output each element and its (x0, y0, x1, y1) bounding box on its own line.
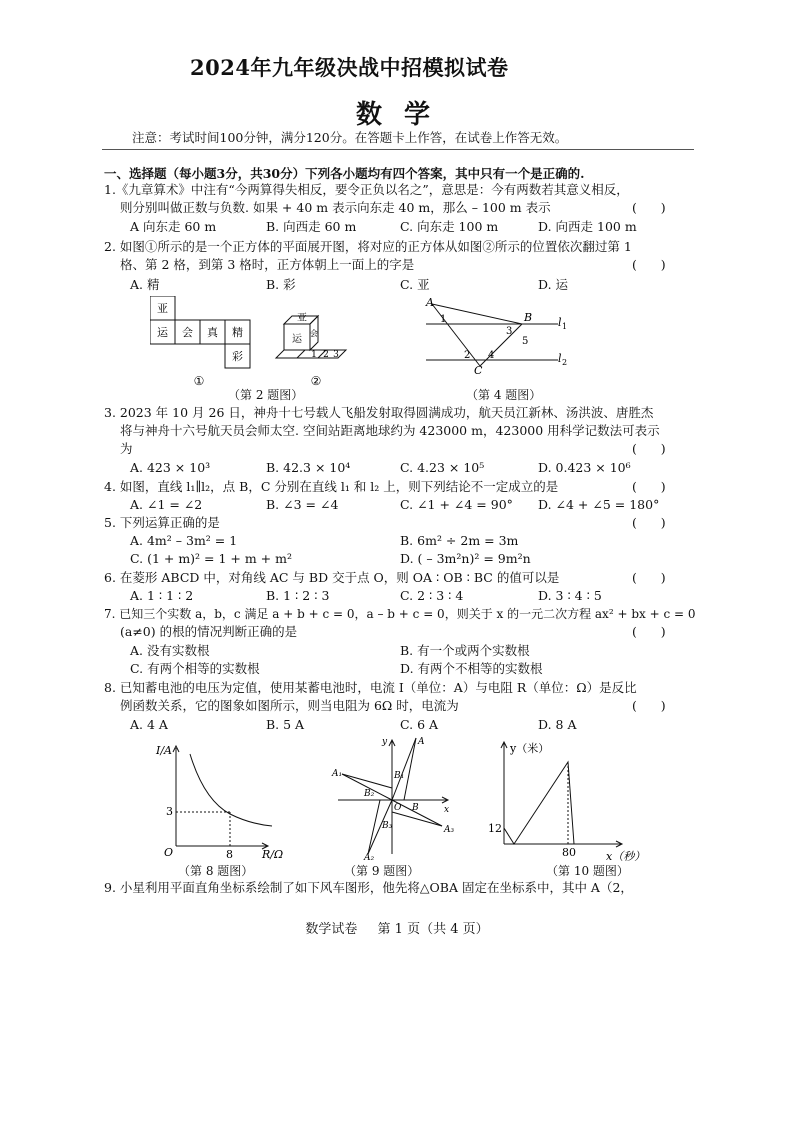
q1-line1: 1.《九章算术》中注有“今两算得失相反，要令正负以名之”，意思是：今有两数若其意义相反， (104, 182, 629, 197)
q3-option-a: A. 423 × 10³ (130, 460, 211, 475)
q9-a1b1 (342, 774, 392, 788)
net-char-3: 会 (182, 326, 193, 339)
q9-ab (404, 738, 416, 800)
exam-notice: 注意：考试时间100分钟，满分120分。在答题卡上作答，在试卷上作答无效。 (132, 130, 568, 145)
q8-curve (190, 754, 272, 826)
q8-line2: 例函数关系，它的图象如图所示，则当电阻为 6Ω 时，电流为 (120, 698, 459, 713)
q1-option-c: C. 向东走 100 m (400, 219, 499, 234)
windmill-figure (330, 734, 460, 860)
q10-figure-caption: （第 10 题图） (546, 864, 629, 878)
q9-label-b2: B₂ (364, 789, 375, 799)
cube-face-side: 会 (310, 329, 318, 338)
page-footer (0, 918, 794, 937)
q3-line3: 为 (120, 441, 133, 456)
q10-x-tick: 80 (562, 846, 576, 859)
q8-option-a: A. 4 A (130, 717, 168, 732)
q10-graph (484, 738, 654, 862)
q9-label-b1: B₁ (394, 771, 405, 781)
q9-a2b2 (368, 800, 380, 854)
section-heading: 一、选择题（每小题3分，共30分）下列各小题均有四个答案，其中只有一个是正确的. (104, 166, 585, 181)
q6-option-a: A. 1 ∶ 1 ∶ 2 (130, 588, 194, 603)
q10-x-label: x（秒） (606, 850, 646, 862)
q8-y-label: I/A (156, 744, 172, 757)
q8-option-c: C. 6 A (400, 717, 439, 732)
q3-line2: 将与神舟十六号航天员会师太空. 空间站距离地球约为 423000 m，423000 用科学记数法可表示 (120, 423, 660, 438)
q1-option-a: A 向东走 60 m (130, 219, 217, 234)
net-char-2: 运 (157, 326, 168, 339)
q4-line1: 4. 如图，直线 l₁∥l₂，点 B，C 分别在直线 l₁ 和 l₂ 上，则下列结论不一定成立的是 (104, 479, 559, 494)
q1-answer-paren: ( ) (632, 200, 666, 215)
label-l2: l (558, 352, 562, 365)
q6-answer-paren: ( ) (632, 570, 666, 585)
footer-subject: 数学试卷 (305, 922, 358, 937)
q10-y-tick: 12 (488, 822, 502, 835)
q9-label-a1: A₁ (332, 769, 343, 779)
q5-option-c: C. (1 + m)² = 1 + m + m² (130, 551, 292, 566)
q3-answer-paren: ( ) (632, 441, 666, 456)
q5-line1: 5. 下列运算正确的是 (104, 515, 220, 530)
exam-title: 2024年九年级决战中招模拟试卷 (190, 55, 509, 80)
q7-line1: 7. 已知三个实数 a，b，c 满足 a + b + c = 0，a – b + c = 0，则关于 x 的一元二次方程 ax² + bx + c = 0 (104, 607, 696, 621)
fig1-label: ① (193, 374, 205, 388)
q9-origin: O (394, 803, 402, 813)
q8-y-tick: 3 (166, 805, 173, 818)
q6-option-b: B. 1 ∶ 2 ∶ 3 (266, 588, 330, 603)
q7-answer-paren: ( ) (632, 624, 666, 639)
q10-y-label: y（米） (510, 742, 550, 755)
q8-option-d: D. 8 A (538, 717, 577, 732)
label-c: C (474, 364, 483, 376)
q7-line2: (a≠0) 的根的情况判断正确的是 (120, 624, 298, 639)
q3-option-c: C. 4.23 × 10⁵ (400, 460, 485, 475)
q6-line1: 6. 在菱形 ABCD 中，对角线 AC 与 BD 交于点 O，则 OA ∶ OB ∶ BC 的值可以是 (104, 570, 560, 585)
fig2-label: ② (310, 374, 322, 388)
angle-3: 3 (506, 326, 513, 337)
grid-num-3: 3 (333, 350, 339, 360)
q9-label-b3: B₃ (382, 821, 393, 831)
q8-line1: 8. 已知蓄电池的电压为定值，使用某蓄电池时，电流 I（单位：A）与电阻 R（单位：Ω）是反比 (104, 680, 637, 695)
q2-option-d: D. 运 (538, 277, 569, 292)
q9-label-a2: A₂ (364, 853, 375, 860)
q3-line1: 3. 2023 年 10 月 26 日，神舟十七号载人飞船发射取得圆满成功，航天员江新林、汤洪波、唐胜杰 (104, 405, 654, 420)
q4-option-d: D. ∠4 + ∠5 = 180° (538, 497, 660, 512)
q1-option-b: B. 向西走 60 m (266, 219, 357, 234)
q2-option-b: B. 彩 (266, 277, 296, 292)
label-l2-sub: 2 (562, 358, 568, 367)
cube-face-front: 运 (292, 334, 302, 345)
q2-line1: 2. 如图①所示的是一个正方体的平面展开图，将对应的正方体从如图②所示的位置依次翻过第 1 (104, 239, 632, 254)
q6-option-c: C. 2 ∶ 3 ∶ 4 (400, 588, 464, 603)
grid-num-1: 1 (311, 350, 317, 360)
q4-figure-caption: （第 4 题图） (466, 388, 542, 402)
q3-option-d: D. 0.423 × 10⁶ (538, 460, 631, 475)
net-char-4: 真 (207, 326, 218, 339)
label-a: A (426, 296, 434, 309)
q9-label-a3: A₃ (444, 825, 455, 835)
q8-answer-paren: ( ) (632, 698, 666, 713)
q5-answer-paren: ( ) (632, 515, 666, 530)
q4-answer-paren: ( ) (632, 479, 666, 494)
q4-option-b: B. ∠3 = ∠4 (266, 497, 339, 512)
angle-5: 5 (522, 336, 529, 347)
label-l1-sub: 1 (562, 322, 568, 331)
q9-line1: 9. 小星利用平面直角坐标系绘制了如下风车图形，他先将△OBA 固定在坐标系中，其中 A（2， (104, 880, 633, 895)
net-char-1: 亚 (157, 302, 168, 315)
q5-option-d: D. ( – 3m²n)² = 9m²n (400, 551, 531, 566)
net-char-6: 彩 (232, 350, 243, 363)
q2-figure-caption: （第 2 题图） (228, 388, 304, 402)
q9-oa (392, 738, 416, 800)
q9-label-b: B (412, 803, 419, 813)
q7-option-d: D. 有两个不相等的实数根 (400, 661, 543, 676)
q7-option-b: B. 有一个或两个实数根 (400, 643, 530, 658)
q10-path (504, 762, 574, 844)
cube-face-top: 亚 (297, 313, 307, 324)
q9-label-a: A (418, 737, 425, 747)
angle-2: 2 (464, 350, 471, 361)
q8-figure-caption: （第 8 题图） (178, 864, 254, 878)
q9-figure-caption: （第 9 题图） (344, 864, 420, 878)
angle-4: 4 (488, 350, 495, 361)
q8-option-b: B. 5 A (266, 717, 305, 732)
q5-option-a: A. 4m² – 3m² = 1 (130, 533, 238, 548)
grid-num-2: 2 (323, 350, 329, 360)
q9-x-label: x (444, 805, 450, 815)
net-char-5: 精 (232, 326, 243, 339)
label-l1: l (558, 316, 562, 329)
footer-page-number: 第 1 页（共 4 页） (377, 922, 489, 937)
q8-graph (150, 740, 300, 860)
q9-y-label: y (382, 737, 388, 747)
q2-option-a: A. 精 (130, 277, 160, 292)
angle-1: 1 (440, 314, 447, 325)
q4-option-a: A. ∠1 = ∠2 (130, 497, 203, 512)
parallel-lines-figure (418, 294, 578, 376)
q8-origin: O (164, 846, 174, 859)
label-b: B (524, 311, 533, 324)
q2-option-c: C. 亚 (400, 277, 430, 292)
q3-option-b: B. 42.3 × 10⁴ (266, 460, 351, 475)
q1-line2: 则分别叫做正数与负数. 如果 + 40 m 表示向东走 40 m，那么 – 100 m 表示 (120, 200, 551, 215)
subject-heading: 数学 (356, 100, 453, 130)
q7-option-c: C. 有两个相等的实数根 (130, 661, 260, 676)
q6-option-d: D. 3 ∶ 4 ∶ 5 (538, 588, 602, 603)
q5-option-b: B. 6m² ÷ 2m = 3m (400, 533, 519, 548)
q4-option-c: C. ∠1 + ∠4 = 90° (400, 497, 513, 512)
q7-option-a: A. 没有实数根 (130, 643, 210, 658)
q2-line2: 格、第 2 格，到第 3 格时，正方体朝上一面上的字是 (120, 257, 415, 272)
cube-net-figure (150, 296, 350, 392)
q8-x-tick: 8 (226, 848, 233, 860)
q8-x-label: R/Ω (262, 848, 284, 860)
header-divider (102, 149, 694, 150)
q9-a3b3 (392, 812, 442, 826)
q1-option-d: D. 向西走 100 m (538, 219, 637, 234)
q2-answer-paren: ( ) (632, 257, 666, 272)
